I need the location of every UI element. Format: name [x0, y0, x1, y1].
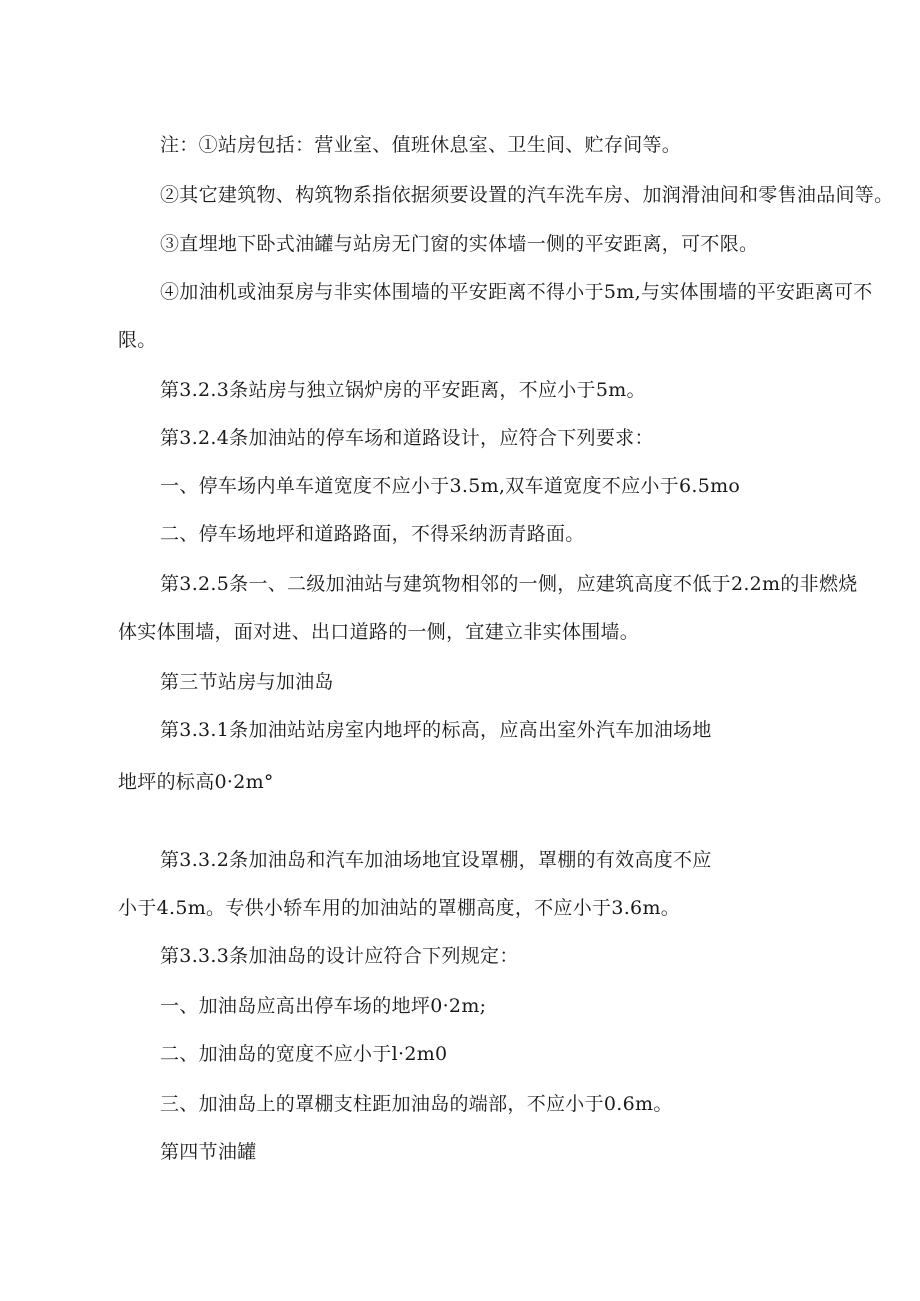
clause-3-2-4-item-2: 二、停车场地坪和道路路面，不得采纳沥青路面。: [160, 523, 585, 545]
clause-3-3-3-item-2: 二、加油岛的宽度不应小于l·2m0: [160, 1043, 448, 1065]
clause-3-3-2: 第3.3.2条加油岛和汽车加油场地宜设罩棚，罩棚的有效高度不应: [160, 849, 712, 871]
clause-3-3-2-cont: 小于4.5m。专供小轿车用的加油站的罩棚高度，不应小于3.6m。: [118, 897, 681, 919]
clause-3-2-4-item-1: 一、停车场内单车道宽度不应小于3.5m,双车道宽度不应小于6.5mo: [160, 475, 741, 497]
section-heading-3: 第三节站房与加油岛: [160, 671, 334, 693]
note-line-2: ②其它建筑物、构筑物系指依据须要设置的汽车洗车房、加润滑油间和零售油品间等。: [160, 184, 894, 206]
note-line-4: ④加油机或油泵房与非实体围墙的平安距离不得小于5m,与实体围墙的平安距离可不: [160, 281, 873, 303]
clause-3-2-5: 第3.2.5条一、二级加油站与建筑物相邻的一侧，应建筑高度不低于2.2m的非燃烧: [160, 573, 858, 595]
clause-3-3-1: 第3.3.1条加油站站房室内地坪的标高，应高出室外汽车加油场地: [160, 719, 712, 741]
clause-3-3-3: 第3.3.3条加油岛的设计应符合下列规定：: [160, 945, 519, 967]
note-line-1: 注：①站房包括：营业室、值班休息室、卫生间、贮存间等。: [160, 134, 682, 156]
clause-3-3-3-item-3: 三、加油岛上的罩棚支柱距加油岛的端部，不应小于0.6m。: [160, 1093, 673, 1115]
clause-3-2-4: 第3.2.4条加油站的停车场和道路设计，应符合下列要求：: [160, 427, 654, 449]
clause-3-2-5-cont: 体实体围墙，面对进、出口道路的一侧，宜建立非实体围墙。: [118, 621, 640, 643]
clause-3-2-3: 第3.2.3条站房与独立锅炉房的平安距离，不应小于5m。: [160, 379, 646, 401]
clause-3-3-1-cont: 地坪的标高0·2m°: [118, 771, 274, 793]
clause-3-3-3-item-1: 一、加油岛应高出停车场的地坪0·2m;: [160, 995, 487, 1017]
section-heading-4: 第四节油罐: [160, 1141, 257, 1163]
note-line-3: ③直埋地下卧式油罐与站房无门窗的实体墙一侧的平安距离，可不限。: [160, 233, 759, 255]
note-line-4-cont: 限。: [118, 329, 157, 351]
